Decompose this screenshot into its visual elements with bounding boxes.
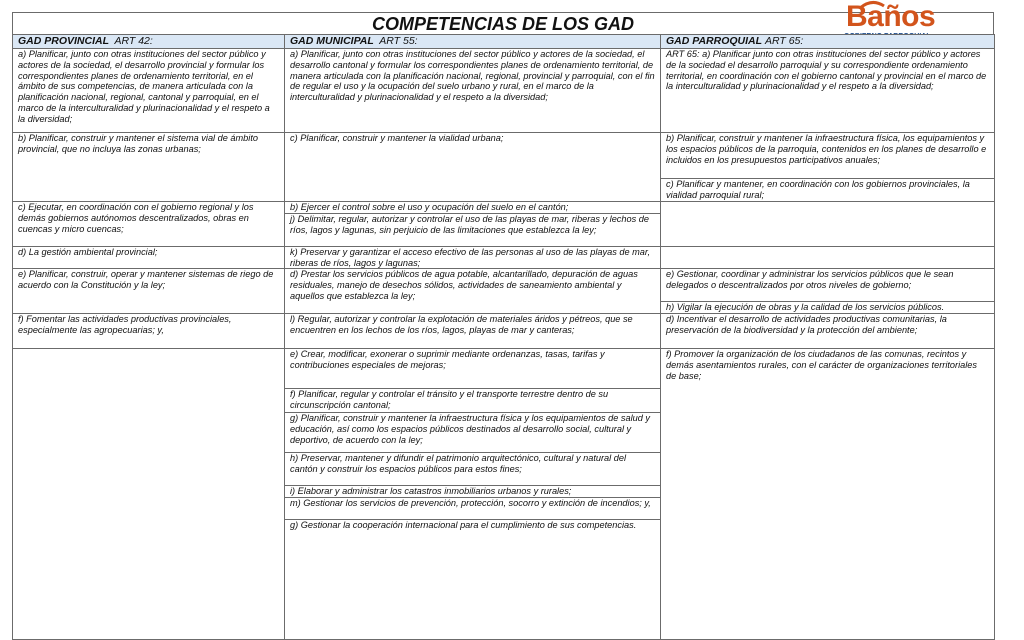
header-municipal-art: ART 55: — [379, 35, 418, 47]
provincial-cell-d: d) La gestión ambiental provincial; — [13, 246, 285, 269]
parroquial-cell-c: c) Planificar y mantener, en coordinación con los gobiernos provinciales, la vialidad parroquial rural; — [661, 179, 995, 202]
municipal-cell-g: g) Planificar, construir y mantener la infraestructura física y los equipamientos de salud y educación, así como los espacios públicos destinados al desarrollo social, cultural y deportivo, de acuerdo con la ley; — [285, 413, 661, 453]
municipal-cell-i: i) Elaborar y administrar los catastros inmobiliarios urbanos y rurales; — [285, 486, 661, 498]
provincial-cell-e: e) Planificar, construir, operar y mantener sistemas de riego de acuerdo con la Constitución y la ley; — [13, 269, 285, 314]
parroquial-cell-b: b) Planificar, construir y mantener la infraestructura física, los equipamientos y los espacios públicos de la parroquia, contenidos en los planes de desarrollo e incluidos en los presupuestos participativos anuales; — [661, 133, 995, 179]
table-row — [13, 349, 995, 389]
header-municipal-name: GAD MUNICIPAL — [290, 35, 374, 47]
table-row — [13, 133, 995, 179]
municipal-cell-m: m) Gestionar los servicios de prevención, protección, socorro y extinción de incendios; y, — [285, 498, 661, 520]
municipal-cell-f: f) Planificar, regular y controlar el tránsito y el transporte terrestre dentro de su circunscripción cantonal; — [285, 389, 661, 413]
header-parroquial-art: ART 65: — [764, 35, 804, 47]
provincial-cell-c: c) Ejecutar, en coordinación con el gobierno regional y los demás gobiernos autónomos descentralizados, obras en cuencas y micro cuencas; — [13, 202, 285, 247]
header-provincial-art: ART 42: — [114, 35, 153, 47]
competencias-table — [12, 34, 995, 640]
logo-word: Baños — [846, 0, 936, 33]
parroquial-empty-cell — [661, 202, 995, 247]
provincial-cell-f: f) Fomentar las actividades productivas provinciales, especialmente las agropecuarias; y, — [13, 314, 285, 349]
municipal-cell-h: h) Preservar, mantener y difundir el patrimonio arquitectónico, cultural y natural del cantón y construir los espacios públicos para estos fines; — [285, 453, 661, 486]
parroquial-cell-f: f) Promover la organización de los ciudadanos de las comunas, recintos y demás asentamientos rurales, con el carácter de organizaciones territoriales de base; — [661, 349, 995, 640]
municipal-cell-b: b) Ejercer el control sobre el uso y ocupación del suelo en el cantón; — [285, 202, 661, 214]
header-municipal — [285, 35, 661, 49]
header-parroquial — [661, 35, 995, 49]
municipal-cell-l: l) Regular, autorizar y controlar la explotación de materiales áridos y pétreos, que se encuentren en los lechos de los ríos, lagos, playas de mar y canteras; — [285, 314, 661, 349]
provincial-cell-a: a) Planificar, junto con otras instituciones del sector público y actores de la sociedad, el desarrollo provincial y formular los correspondientes planes de ordenamiento territorial, en el ámbito de sus competencias, de manera articulada con la planificación nacional, regional, cantonal y parroquial, en el marco de la interculturalidad y plurinacionalidad y el respeto a la diversidad; — [13, 49, 285, 133]
parroquial-cell-a: ART 65: a) Planificar junto con otras instituciones del sector público y actores de la sociedad el desarrollo parroquial y su correspondiente ordenamiento territorial, en coordinación con el gobierno cantonal y provincial en el marco de la interculturalidad y plurinacionalidad y el respeto a la diversidad; — [661, 49, 995, 133]
header-provincial-name: GAD PROVINCIAL — [18, 35, 110, 47]
municipal-cell-c: c) Planificar, construir y mantener la vialidad urbana; — [285, 133, 661, 202]
municipal-cell-k: k) Preservar y garantizar el acceso efectivo de las personas al uso de las playas de mar, riberas de ríos, lagos y lagunas; — [285, 246, 661, 269]
municipal-cell-a: a) Planificar, junto con otras instituciones del sector público y actores de la sociedad, el desarrollo cantonal y formular los correspondientes planes de ordenamiento territorial, de manera articulada con la planificación nacional, regional, provincial y parroquial, con el fin de regular el uso y la ocupación del suelo urbano y rural, en el marco de la interculturalidad y plurinacionalidad y el respeto a la diversidad; — [285, 49, 661, 133]
municipal-cell-d: d) Prestar los servicios públicos de agua potable, alcantarillado, depuración de aguas residuales, manejo de desechos sólidos, actividades de saneamiento ambiental y aquellos que establezca la ley; — [285, 269, 661, 314]
page-title: COMPETENCIAS DE LOS GAD — [12, 12, 994, 34]
provincial-empty-cell — [13, 349, 285, 640]
parroquial-cell-h: h) Vigilar la ejecución de obras y la calidad de los servicios públicos. — [661, 302, 995, 314]
parroquial-cell-e: e) Gestionar, coordinar y administrar los servicios públicos que le sean delegados o descentralizados por otros niveles de gobierno; — [661, 269, 995, 302]
header-provincial — [13, 35, 285, 49]
table-row — [13, 49, 995, 133]
table-row — [13, 269, 995, 302]
table-row — [13, 246, 995, 269]
table-row — [13, 202, 995, 214]
header-row — [13, 35, 995, 49]
provincial-cell-g: g) Gestionar la cooperación internacional para el cumplimiento de sus competencias. — [285, 520, 661, 640]
header-parroquial-name: GAD PARROQUIAL — [666, 35, 763, 47]
parroquial-empty-cell — [661, 246, 995, 269]
provincial-cell-b: b) Planificar, construir y mantener el sistema vial de ámbito provincial, que no incluya las zonas urbanas; — [13, 133, 285, 202]
municipal-cell-j: j) Delimitar, regular, autorizar y controlar el uso de las playas de mar, riberas y lechos de ríos, lagos y lagunas, sin perjuicio de las limitaciones que establezca la ley; — [285, 213, 661, 246]
table-row — [13, 314, 995, 349]
parroquial-cell-d: d) Incentivar el desarrollo de actividades productivas comunitarias, la preservación de la biodiversidad y la protección del ambiente; — [661, 314, 995, 349]
municipal-cell-e: e) Crear, modificar, exonerar o suprimir mediante ordenanzas, tasas, tarifas y contribuciones especiales de mejoras; — [285, 349, 661, 389]
